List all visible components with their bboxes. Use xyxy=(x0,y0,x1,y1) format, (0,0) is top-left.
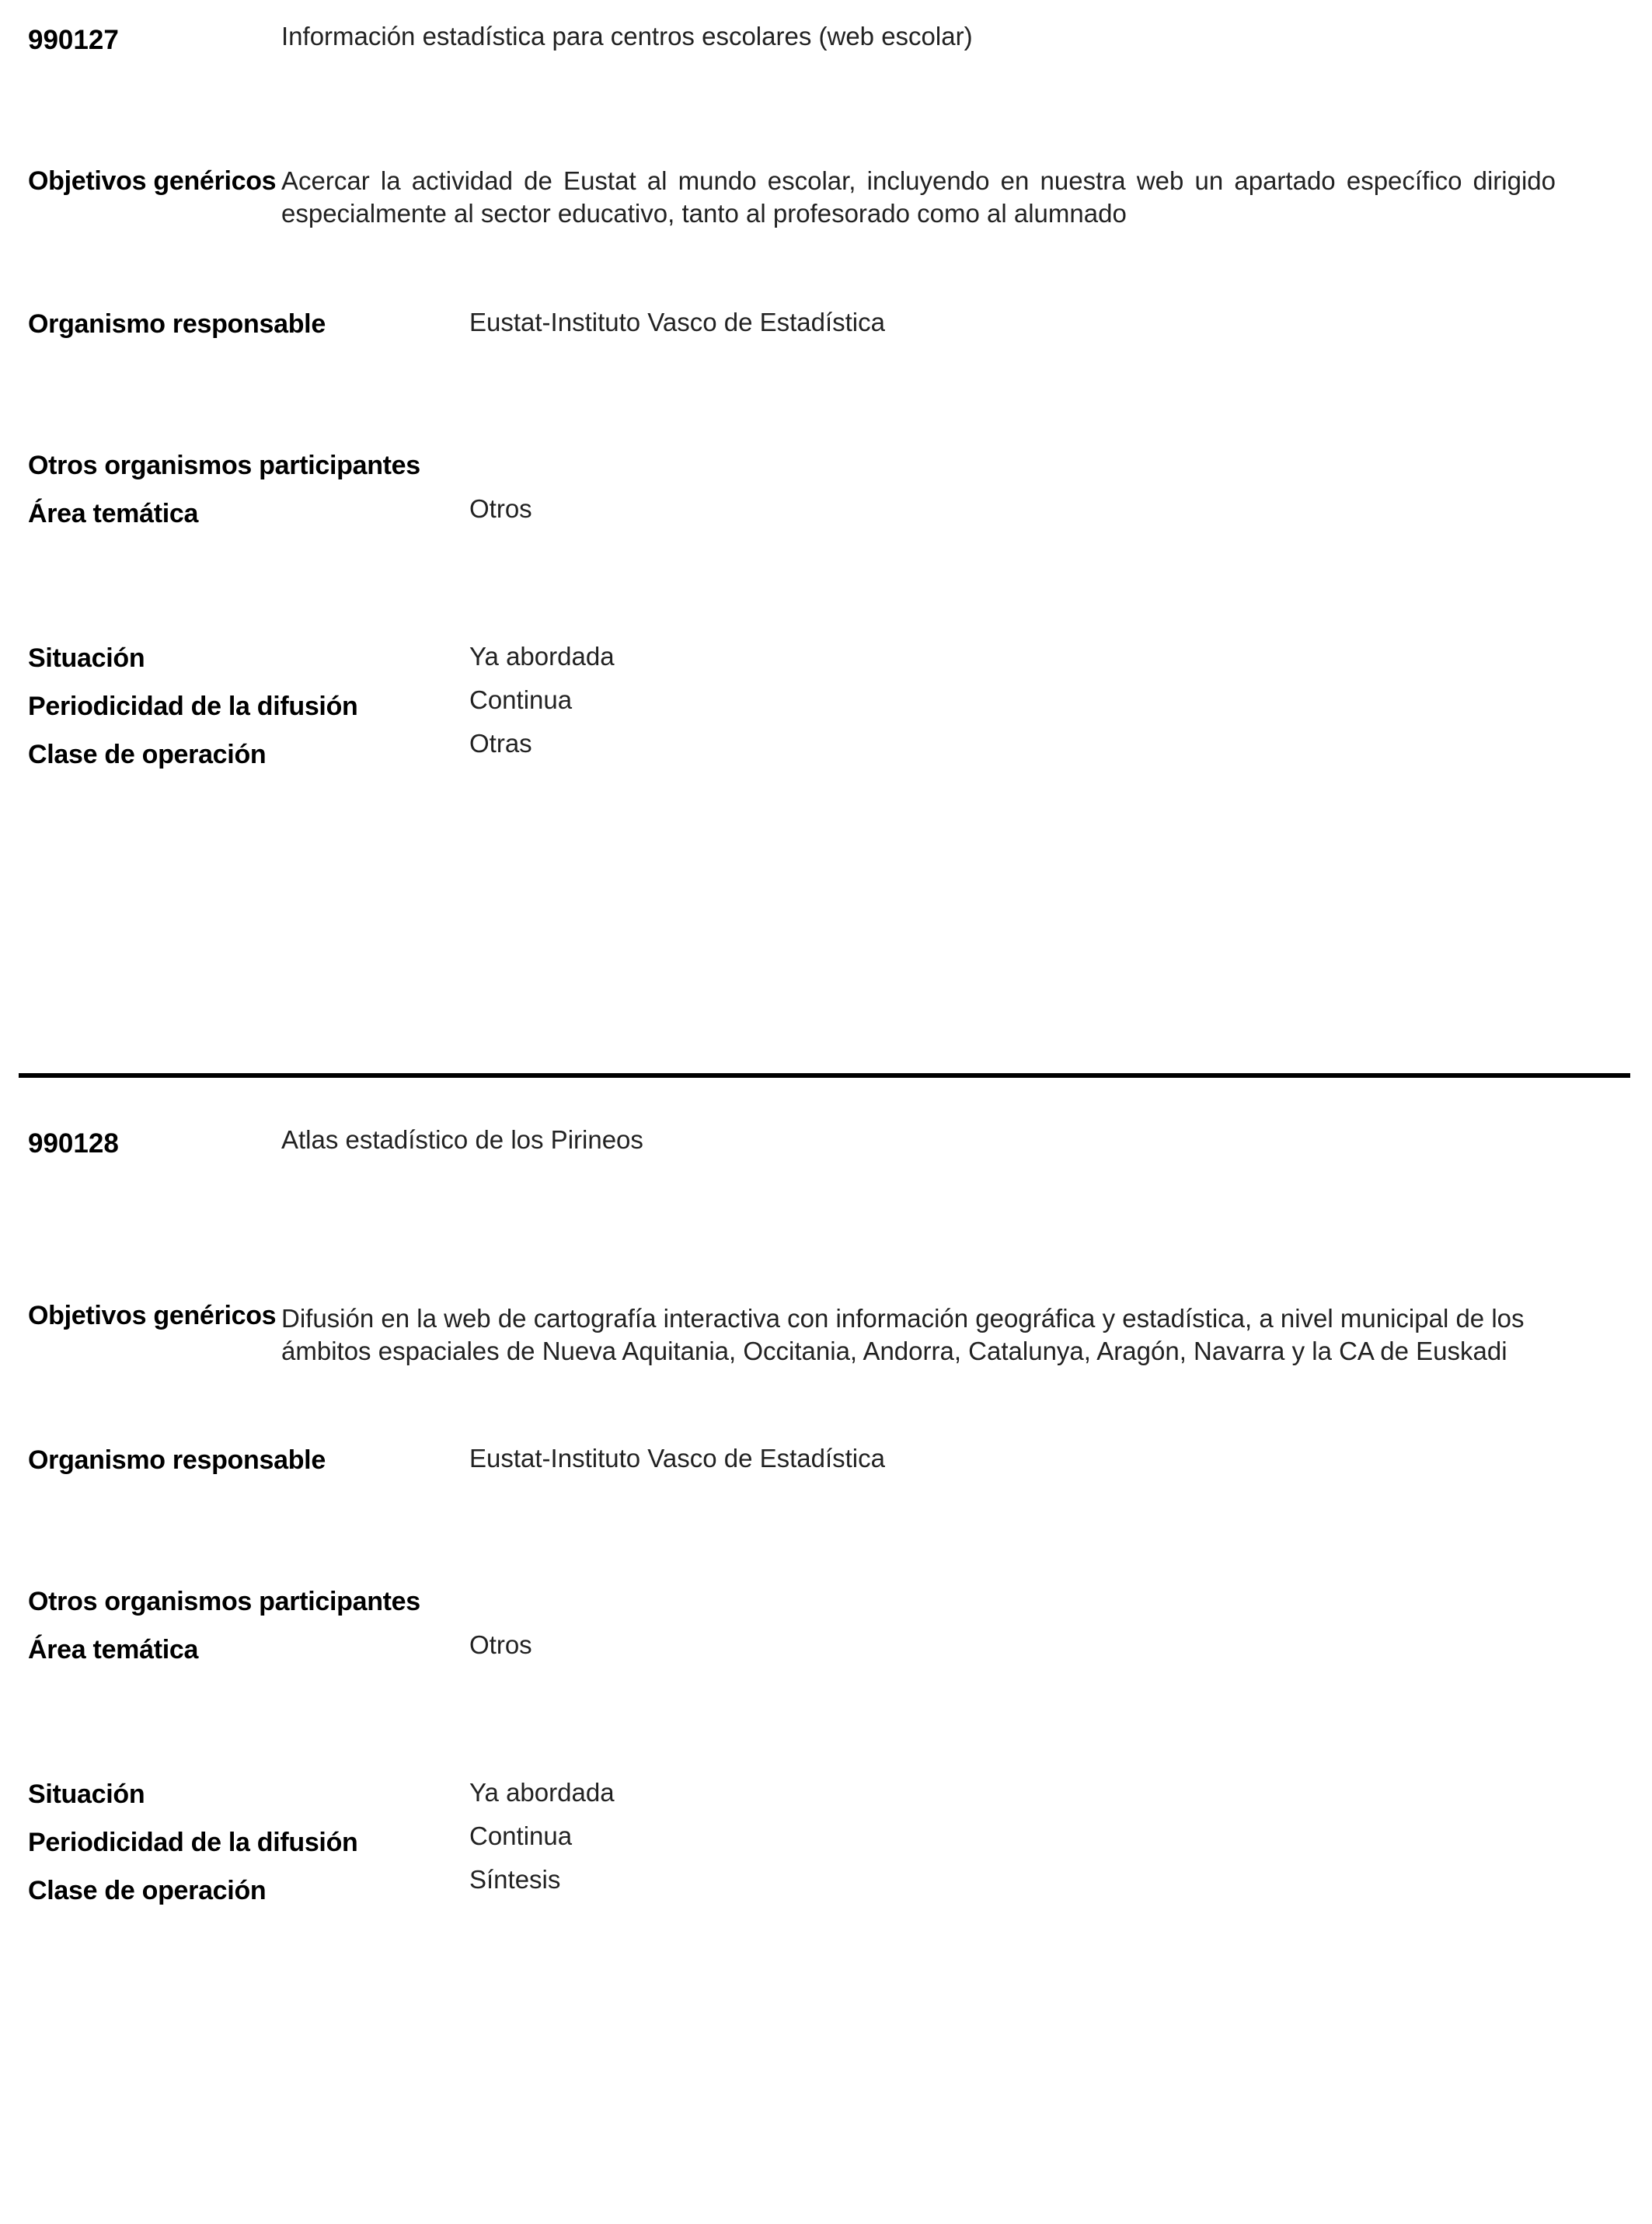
record-code: 990128 xyxy=(28,1128,119,1159)
label-organismo: Organismo responsable xyxy=(28,309,326,339)
label-organismo: Organismo responsable xyxy=(28,1445,326,1475)
value-periodicidad: Continua xyxy=(469,685,573,714)
value-clase: Síntesis xyxy=(469,1865,561,1894)
record-title: Atlas estadístico de los Pirineos xyxy=(281,1125,643,1154)
record-990127 xyxy=(0,0,1652,1088)
value-periodicidad: Continua xyxy=(469,1821,573,1850)
value-organismo: Eustat-Instituto Vasco de Estadística xyxy=(469,308,885,336)
label-area: Área temática xyxy=(28,499,199,528)
value-area: Otros xyxy=(469,494,532,523)
label-situacion: Situación xyxy=(28,643,145,673)
value-area: Otros xyxy=(469,1630,532,1659)
label-periodicidad: Periodicidad de la difusión xyxy=(28,1828,358,1857)
value-objetivos: Difusión en la web de cartografía interactiva con información geográfica y estadística, a nivel municipal de los ámbitos espaciales de Nueva Aquitania, Occitania, Andorra, Catalunya, Aragón, Navarra y la CA de Euskadi xyxy=(281,1304,1525,1365)
label-objetivos: Objetivos genéricos xyxy=(28,166,277,196)
record-title: Información estadística para centros escolares (web escolar) xyxy=(281,22,973,51)
record-divider xyxy=(19,1073,1630,1078)
label-otros-organismos: Otros organismos participantes xyxy=(28,1587,420,1616)
label-clase: Clase de operación xyxy=(28,740,267,769)
value-situacion: Ya abordada xyxy=(469,1778,615,1807)
label-situacion: Situación xyxy=(28,1780,145,1809)
label-area: Área temática xyxy=(28,1635,199,1665)
record-code: 990127 xyxy=(28,25,119,55)
value-organismo: Eustat-Instituto Vasco de Estadística xyxy=(469,1444,885,1473)
value-objetivos: Acercar la actividad de Eustat al mundo escolar, incluyendo en nuestra web un apartado específico dirigido especialmente al sector educativo, tanto al profesorado como al alumnado xyxy=(281,166,1556,228)
label-clase: Clase de operación xyxy=(28,1876,267,1905)
label-objetivos: Objetivos genéricos xyxy=(28,1301,277,1330)
label-periodicidad: Periodicidad de la difusión xyxy=(28,692,358,721)
value-clase: Otras xyxy=(469,729,532,758)
record-990128 xyxy=(0,1125,1652,2224)
value-situacion: Ya abordada xyxy=(469,642,615,671)
label-otros-organismos: Otros organismos participantes xyxy=(28,451,420,480)
